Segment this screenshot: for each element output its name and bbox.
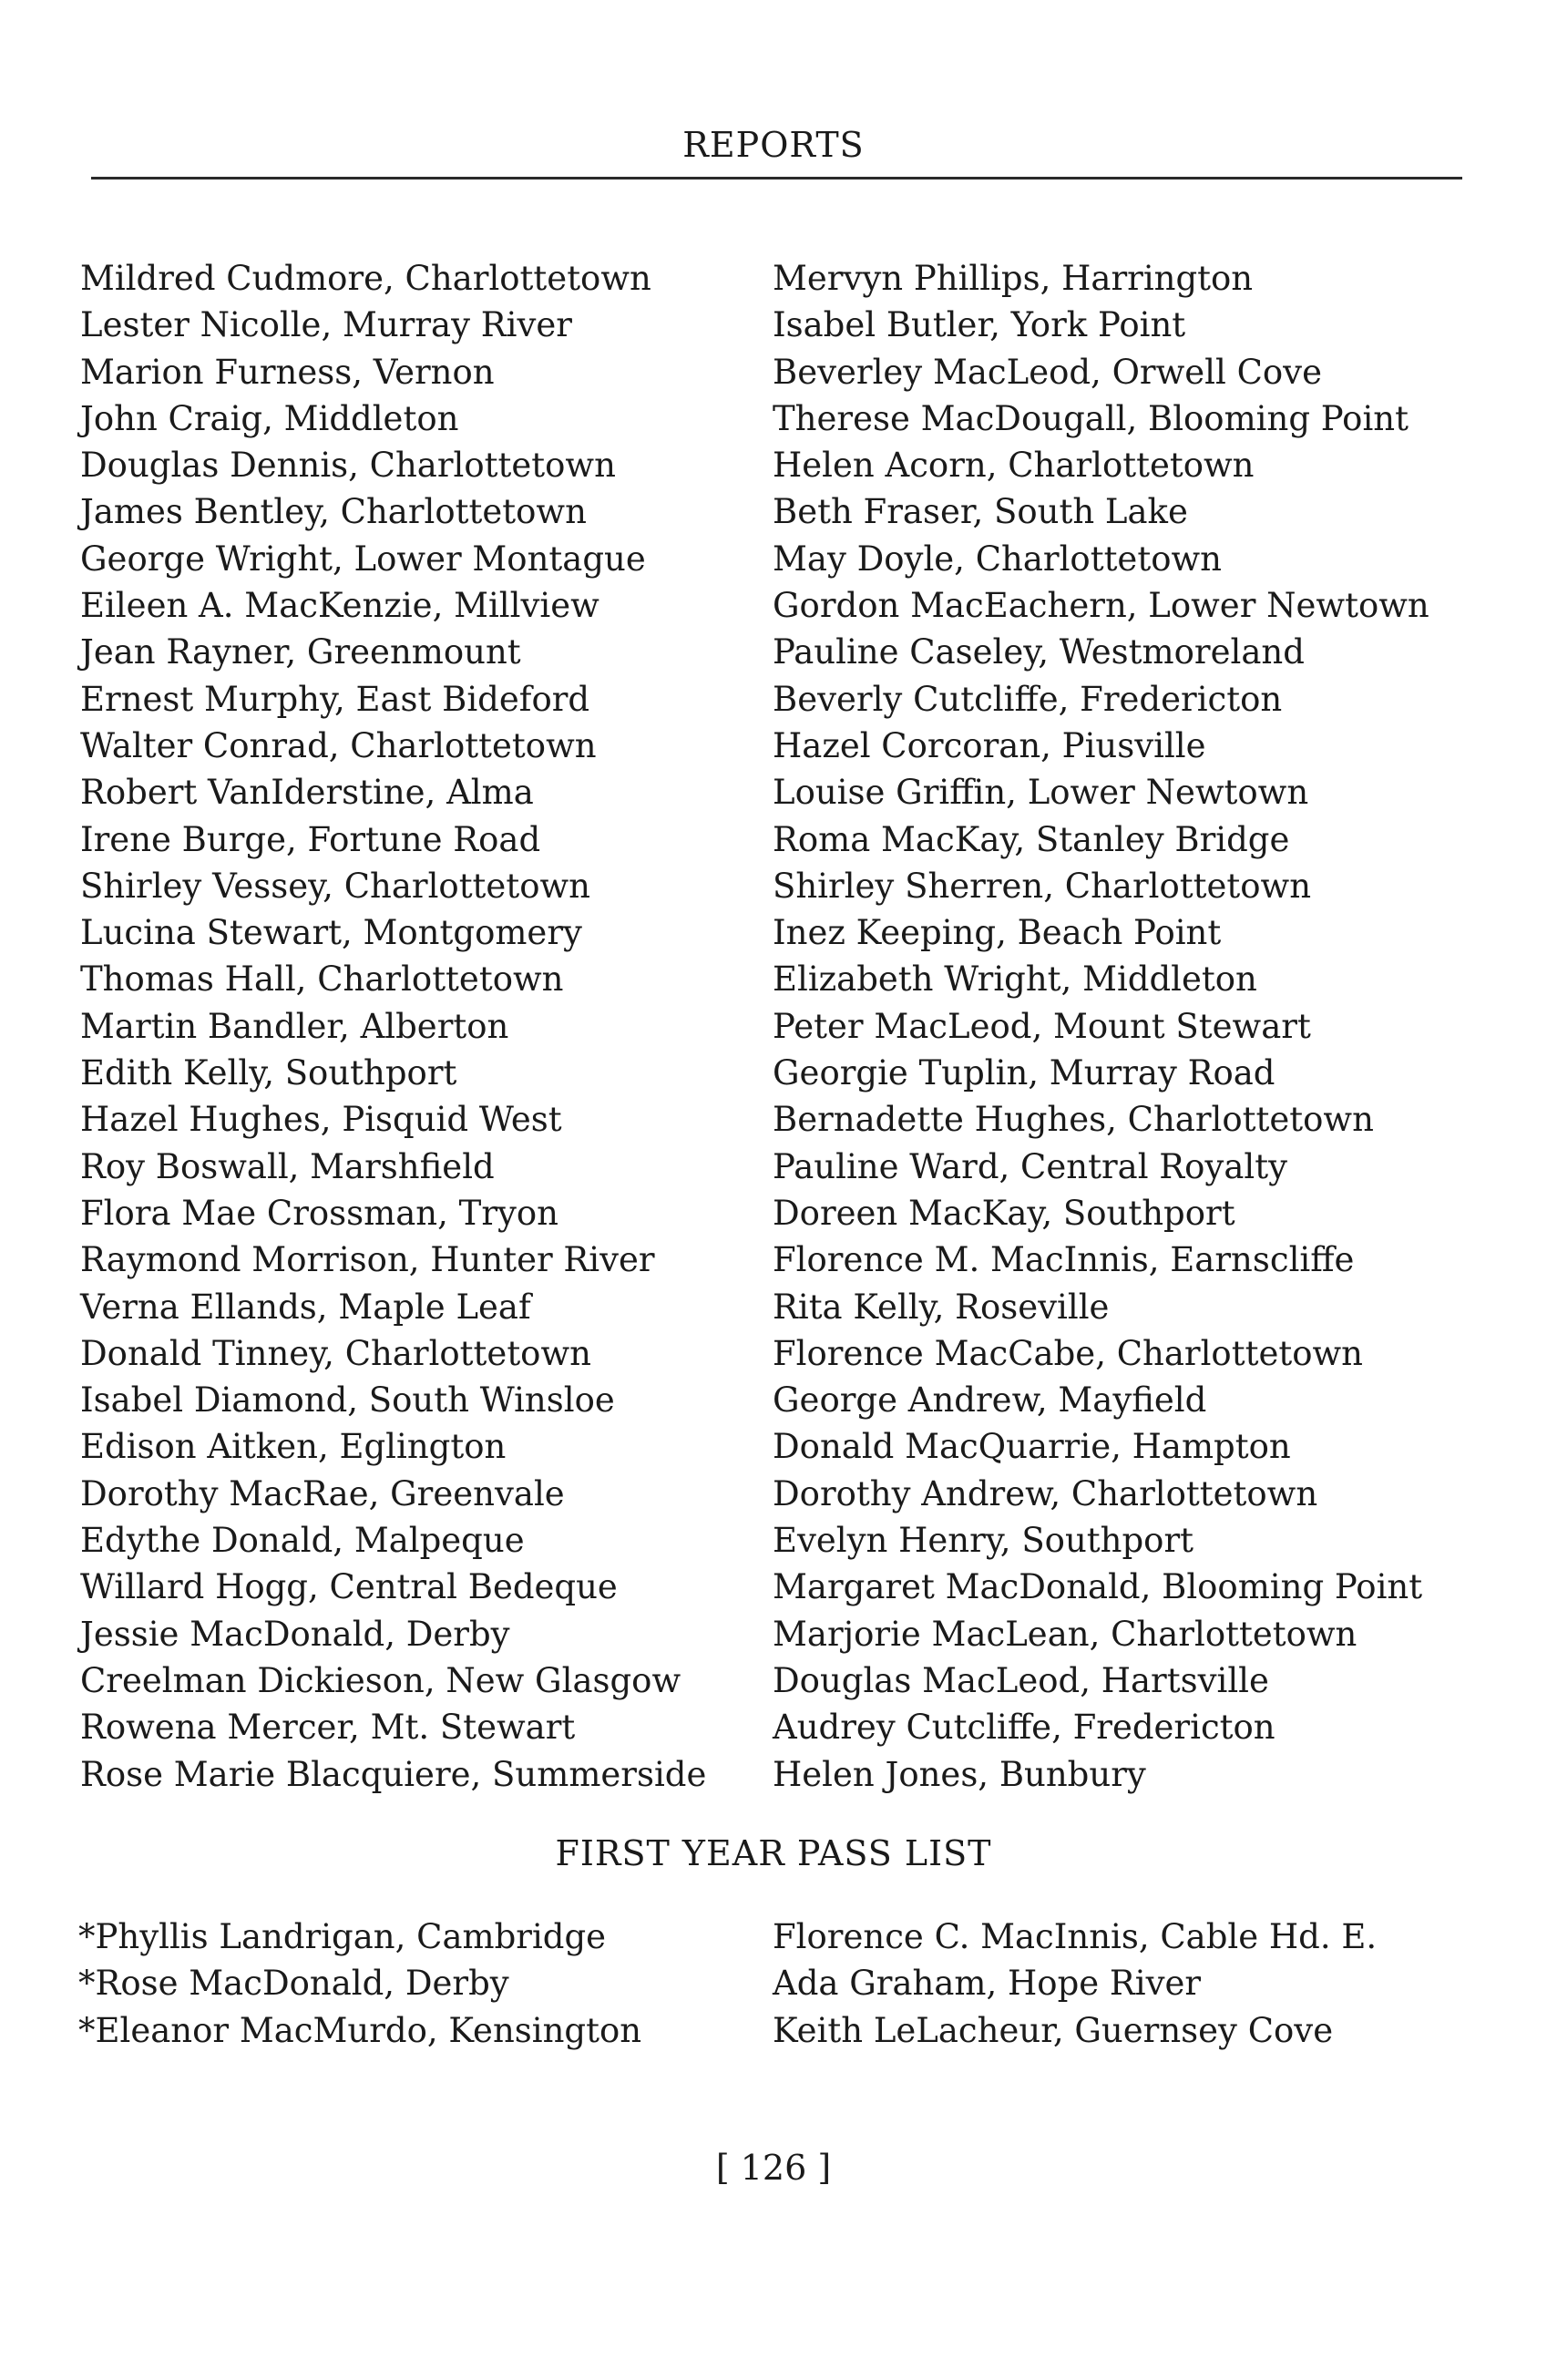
list-entry: Florence M. MacInnis, Earnscliffe <box>773 1240 1355 1280</box>
list-entry: Keith LeLacheur, Guernsey Cove <box>773 2010 1334 2050</box>
list-entry: Douglas Dennis, Charlottetown <box>80 446 616 486</box>
list-entry: Dorothy MacRae, Greenvale <box>80 1473 565 1513</box>
list-entry: Margaret MacDonald, Blooming Point <box>773 1567 1423 1607</box>
list-entry: Evelyn Henry, Southport <box>773 1521 1194 1561</box>
list-entry: Marion Furness, Vernon <box>80 352 495 392</box>
list-entry: Jessie MacDonald, Derby <box>80 1614 510 1654</box>
header-rule <box>91 177 1462 180</box>
running-head: REPORTS <box>682 125 865 165</box>
list-entry: Beverley MacLeod, Orwell Cove <box>773 352 1322 392</box>
list-entry: Irene Burge, Fortune Road <box>80 819 541 859</box>
list-entry: Hazel Hughes, Pisquid West <box>80 1100 562 1140</box>
list-entry: Roma MacKay, Stanley Bridge <box>773 819 1290 859</box>
list-entry: Eileen A. MacKenzie, Millview <box>80 586 599 626</box>
list-entry: Inez Keeping, Beach Point <box>773 913 1222 953</box>
list-entry: Edison Aitken, Eglington <box>80 1427 507 1467</box>
list-entry: Beth Fraser, South Lake <box>773 492 1188 532</box>
list-entry: Edith Kelly, Southport <box>80 1053 457 1093</box>
list-entry: May Doyle, Charlottetown <box>773 539 1222 579</box>
list-entry: Martin Bandler, Alberton <box>80 1006 509 1046</box>
list-entry: Donald MacQuarrie, Hampton <box>773 1427 1291 1467</box>
list-entry: *Eleanor MacMurdo, Kensington <box>78 2010 642 2050</box>
list-entry: Robert VanIderstine, Alma <box>80 773 534 813</box>
list-entry: Beverly Cutcliffe, Fredericton <box>773 679 1283 719</box>
list-entry: Edythe Donald, Malpeque <box>80 1521 525 1561</box>
list-entry: Jean Rayner, Greenmount <box>80 632 521 672</box>
pass-list-right <box>773 1913 1377 2054</box>
name-list-right <box>773 255 1429 1798</box>
list-entry: Hazel Corcoran, Piusville <box>773 725 1206 765</box>
list-entry: Therese MacDougall, Blooming Point <box>773 398 1409 438</box>
list-entry: Florence C. MacInnis, Cable Hd. E. <box>773 1917 1378 1956</box>
name-list-left <box>80 255 706 1798</box>
list-entry: Lester Nicolle, Murray River <box>80 305 572 345</box>
list-entry: Mildred Cudmore, Charlottetown <box>80 259 651 298</box>
list-entry: Walter Conrad, Charlottetown <box>80 725 597 765</box>
list-entry: Audrey Cutcliffe, Fredericton <box>773 1708 1276 1748</box>
list-entry: Elizabeth Wright, Middleton <box>773 959 1257 1000</box>
list-entry: Isabel Butler, York Point <box>773 305 1186 345</box>
list-entry: Doreen MacKay, Southport <box>773 1193 1235 1233</box>
list-entry: Peter MacLeod, Mount Stewart <box>773 1006 1311 1046</box>
list-entry: Louise Griffin, Lower Newtown <box>773 773 1309 813</box>
list-entry: Gordon MacEachern, Lower Newtown <box>773 586 1429 626</box>
list-entry: Creelman Dickieson, New Glasgow <box>80 1660 681 1700</box>
list-entry: Donald Tinney, Charlottetown <box>80 1333 591 1373</box>
list-entry: Roy Boswall, Marshfield <box>80 1146 495 1186</box>
list-entry: Willard Hogg, Central Bedeque <box>80 1567 618 1607</box>
list-entry: John Craig, Middleton <box>80 398 459 438</box>
list-entry: Verna Ellands, Maple Leaf <box>80 1287 531 1327</box>
list-entry: Ernest Murphy, East Bideford <box>80 679 590 719</box>
list-entry: George Wright, Lower Montague <box>80 539 646 579</box>
list-entry: Helen Jones, Bunbury <box>773 1754 1146 1794</box>
list-entry: Mervyn Phillips, Harrington <box>773 259 1254 298</box>
list-entry: Pauline Ward, Central Royalty <box>773 1146 1287 1186</box>
list-entry: Dorothy Andrew, Charlottetown <box>773 1473 1318 1513</box>
list-entry: Rose Marie Blacquiere, Summerside <box>80 1754 707 1794</box>
list-entry: George Andrew, Mayfield <box>773 1380 1207 1421</box>
list-entry: Thomas Hall, Charlottetown <box>80 959 564 1000</box>
list-entry: Florence MacCabe, Charlottetown <box>773 1333 1363 1373</box>
list-entry: Isabel Diamond, South Winsloe <box>80 1380 615 1421</box>
list-entry: Flora Mae Crossman, Tryon <box>80 1193 559 1233</box>
list-entry: Lucina Stewart, Montgomery <box>80 913 582 953</box>
list-entry: Shirley Sherren, Charlottetown <box>773 866 1312 906</box>
list-entry: Marjorie MacLean, Charlottetown <box>773 1614 1357 1654</box>
page-number: [ 126 ] <box>715 2148 832 2188</box>
section-heading: FIRST YEAR PASS LIST <box>555 1833 992 1873</box>
list-entry: Bernadette Hughes, Charlottetown <box>773 1100 1374 1140</box>
list-entry: Shirley Vessey, Charlottetown <box>80 866 590 906</box>
list-entry: Helen Acorn, Charlottetown <box>773 446 1255 486</box>
list-entry: Raymond Morrison, Hunter River <box>80 1240 655 1280</box>
list-entry: Pauline Caseley, Westmoreland <box>773 632 1305 672</box>
list-entry: *Rose MacDonald, Derby <box>78 1964 509 2004</box>
list-entry: *Phyllis Landrigan, Cambridge <box>78 1917 607 1956</box>
list-entry: Ada Graham, Hope River <box>773 1964 1202 2004</box>
list-entry: Rita Kelly, Roseville <box>773 1287 1110 1327</box>
pass-list-left <box>78 1913 641 2054</box>
list-entry: Douglas MacLeod, Hartsville <box>773 1660 1269 1700</box>
list-entry: Georgie Tuplin, Murray Road <box>773 1053 1276 1093</box>
list-entry: Rowena Mercer, Mt. Stewart <box>80 1708 576 1748</box>
list-entry: James Bentley, Charlottetown <box>80 492 587 532</box>
